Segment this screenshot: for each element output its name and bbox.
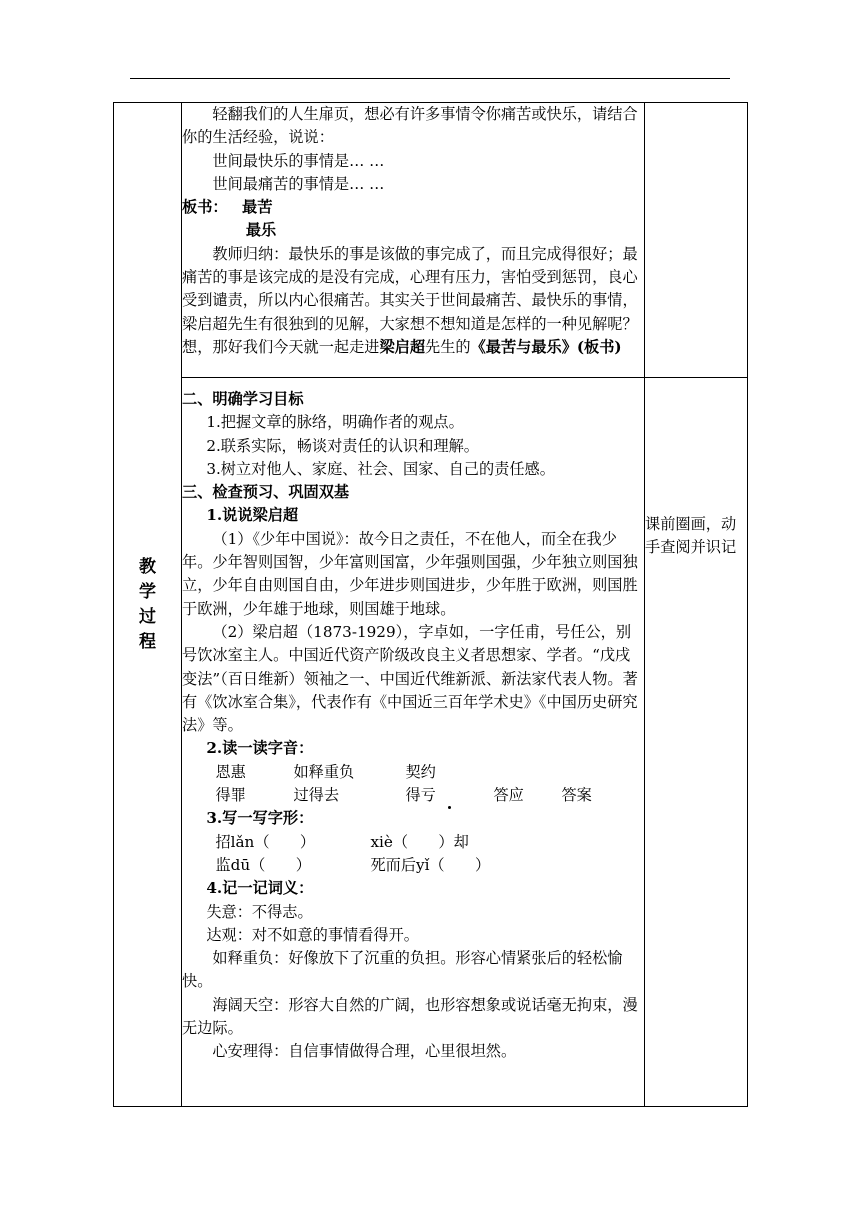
sub-heading-write: 3.写一写字形： xyxy=(206,809,314,828)
write-item: 监dū（ ） xyxy=(215,855,311,874)
goal-item: 1.把握文章的脉络，明确作者的观点。 xyxy=(206,413,464,432)
section-label-char: 过 xyxy=(139,606,156,627)
notes-cell xyxy=(645,378,748,1107)
intro-cell xyxy=(182,103,645,378)
section-label-char: 教 xyxy=(139,556,156,577)
write-item: 招lǎn（ ） xyxy=(215,832,316,851)
word-item: 答案 xyxy=(561,786,592,805)
word-item: 答应 xyxy=(493,786,524,805)
sub-heading-bio: 1.说说梁启超 xyxy=(206,506,299,525)
saddest-prompt: 世间最痛苦的事情是… … xyxy=(212,174,385,193)
notes-cell-empty xyxy=(645,103,748,378)
goal-item: 3.树立对他人、家庭、社会、国家、自己的责任感。 xyxy=(206,459,555,478)
word-item: 得亏 xyxy=(405,784,493,807)
notes-spacer xyxy=(645,378,747,513)
side-note: 课前圈画，动手查阅并识记 xyxy=(645,515,737,557)
write-item: 死而后yǐ（ ） xyxy=(370,855,491,874)
main-content-cell xyxy=(182,378,645,1107)
sub-heading-pronounce: 2.读一读字音： xyxy=(206,739,314,758)
definition-item: 失意：不得志。 xyxy=(206,902,313,921)
section-heading-goals: 二、明确学习目标 xyxy=(182,390,304,408)
word-item: 过得去 xyxy=(293,786,339,805)
word-item: 如释重负 xyxy=(293,762,355,781)
word-item: 得罪 xyxy=(215,786,246,805)
lesson-table xyxy=(113,102,748,1107)
write-item: xiè（ ）却 xyxy=(370,832,469,851)
word-row xyxy=(182,761,644,784)
author-name: 梁启超 xyxy=(379,337,425,356)
table-row xyxy=(114,103,748,378)
happiest-prompt: 世间最快乐的事情是… … xyxy=(212,151,385,170)
bio-paragraph-1: （1）《少年中国说》：故今日之责任，不在他人，而全在我少年。少年智则国智，少年富则国富，少年强则国强，少年独立则国独立，少年自由则国自由，少年进步则国进步，少年胜于欧洲，则国胜于欧洲，少年雄于地球，则国雄于地球。 xyxy=(182,529,638,618)
definition-item: 达观：对不如意的事情看得开。 xyxy=(206,925,419,944)
summary-mid: 先生的 xyxy=(425,337,471,356)
word-item: 恩惠 xyxy=(215,762,246,781)
intro-paragraph: 轻翻我们的人生扉页，想必有许多事情令你痛苦或快乐，请结合你的生活经验，说说： xyxy=(182,105,638,147)
board-word-joy: 最乐 xyxy=(245,221,277,240)
sub-heading-meaning: 4.记一记词义： xyxy=(206,879,314,898)
word-item: 契约 xyxy=(405,762,436,781)
section-label-char: 学 xyxy=(139,581,156,602)
board-line-2 xyxy=(182,219,644,242)
section-heading-preview: 三、检查预习、巩固双基 xyxy=(182,483,350,502)
board-line-1 xyxy=(182,196,644,219)
bio-paragraph-2: （2）梁启超（1873-1929），字卓如，一字任甫，号任公，别号饮冰室主人。中国近代资产阶级改良主义者思想家、学者。“戊戌变法”（百日维新）领袖之一、中国近代维新派、新法家代表人物。著有《饮冰室合集》，代表作有《中国近三百年学术史》《中国历史研究法》等。 xyxy=(182,622,638,735)
definition-item: 心安理得：自信事情做得合理，心里很坦然。 xyxy=(212,1042,517,1061)
write-row xyxy=(182,854,644,877)
word-row xyxy=(182,784,644,807)
lesson-title: 《最苦与最乐》(板书) xyxy=(470,337,622,356)
summary-text: 教师归纳：最快乐的事是该做的事完成了，而且完成得很好；最痛苦的事是该完成的是没有完成，心理有压力，害怕受到惩罚，良心受到谴责，所以内心很痛苦。其实关于世间最痛苦、最快乐的事情，梁启超先生有很独到的见解，大家想不想知道是怎样的一种见解呢？想，那好我们今天就一起走进 xyxy=(182,244,638,356)
goal-item: 2.联系实际，畅谈对责任的认识和理解。 xyxy=(206,436,479,455)
section-label-char: 程 xyxy=(139,631,156,652)
definition-item: 海阔天空：形容大自然的广阔，也形容想象或说话毫无拘束，漫无边际。 xyxy=(182,995,638,1038)
header-rule xyxy=(130,78,730,79)
write-row xyxy=(182,831,644,854)
teacher-summary xyxy=(182,243,644,359)
table-row xyxy=(114,378,748,1107)
board-label: 板书： xyxy=(182,198,228,217)
board-word-bitter: 最苦 xyxy=(242,198,273,217)
section-label-cell xyxy=(114,103,182,1107)
definition-item: 如释重负：好像放下了沉重的负担。形容心情紧张后的轻松愉快。 xyxy=(182,949,623,991)
